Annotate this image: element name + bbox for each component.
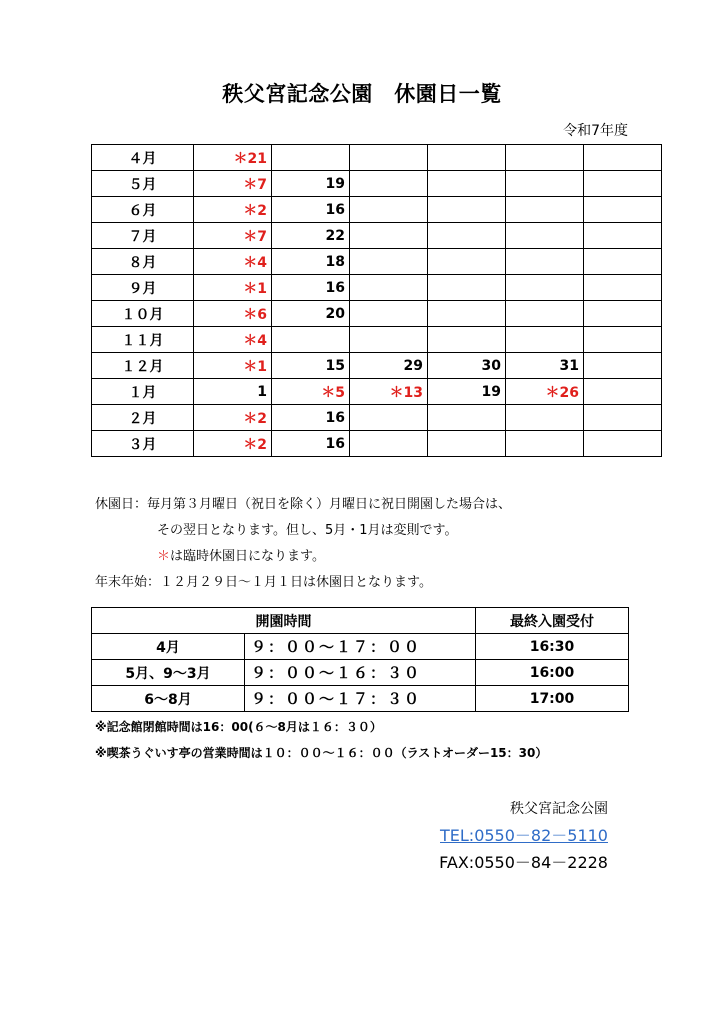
month-label: ４月 — [92, 145, 194, 171]
month-label: ６月 — [92, 197, 194, 223]
month-label: ８月 — [92, 249, 194, 275]
empty-cell — [584, 275, 662, 301]
empty-cell — [506, 431, 584, 457]
closure-day: 22 — [272, 223, 350, 249]
empty-cell — [428, 197, 506, 223]
page-title: 秩父宮記念公園 休園日一覧 — [222, 82, 502, 106]
empty-cell — [272, 145, 350, 171]
empty-cell — [584, 327, 662, 353]
hours-time: ９：００～１６：３０ — [245, 660, 476, 686]
fax-number: FAX:0550－84－2228 — [439, 853, 608, 872]
header-opening-hours: 開園時間 — [92, 608, 476, 634]
empty-cell — [584, 379, 662, 405]
empty-cell — [584, 171, 662, 197]
closure-day: 16 — [272, 405, 350, 431]
closure-day: 31 — [506, 353, 584, 379]
closure-day: 20 — [272, 301, 350, 327]
empty-cell — [350, 275, 428, 301]
temporary-closure-day: ＊2 — [194, 431, 272, 457]
empty-cell — [350, 301, 428, 327]
empty-cell — [428, 171, 506, 197]
closure-day: 1 — [194, 379, 272, 405]
empty-cell — [428, 223, 506, 249]
opening-hours-table — [91, 607, 629, 712]
note-line-3: ＊は臨時休園日になります。 — [157, 549, 325, 564]
empty-cell — [350, 327, 428, 353]
hours-row — [92, 634, 629, 660]
month-label: ３月 — [92, 431, 194, 457]
month-label: １１月 — [92, 327, 194, 353]
month-row — [92, 223, 662, 249]
header-last-entry: 最終入園受付 — [476, 608, 629, 634]
empty-cell — [584, 301, 662, 327]
empty-cell — [350, 197, 428, 223]
empty-cell — [584, 405, 662, 431]
empty-cell — [428, 275, 506, 301]
empty-cell — [506, 171, 584, 197]
temporary-closure-day: ＊2 — [194, 405, 272, 431]
closure-day: 15 — [272, 353, 350, 379]
empty-cell — [584, 431, 662, 457]
hours-time: ９：００～１７：３０ — [245, 686, 476, 712]
hours-last-entry: 17:00 — [476, 686, 629, 712]
month-label: １月 — [92, 379, 194, 405]
hours-header-row — [92, 608, 629, 634]
closure-day: 30 — [428, 353, 506, 379]
month-row — [92, 145, 662, 171]
month-row — [92, 327, 662, 353]
empty-cell — [428, 327, 506, 353]
temporary-closure-day: ＊7 — [194, 171, 272, 197]
closure-day: 18 — [272, 249, 350, 275]
hours-last-entry: 16:00 — [476, 660, 629, 686]
fiscal-year: 令和7年度 — [563, 123, 628, 139]
empty-cell — [428, 301, 506, 327]
tel-link[interactable]: TEL:0550－82－5110 — [440, 826, 608, 845]
empty-cell — [428, 431, 506, 457]
empty-cell — [350, 431, 428, 457]
month-row — [92, 171, 662, 197]
empty-cell — [506, 327, 584, 353]
hours-row — [92, 686, 629, 712]
month-row — [92, 249, 662, 275]
month-row — [92, 379, 662, 405]
empty-cell — [506, 405, 584, 431]
hours-period: 6～8月 — [92, 686, 245, 712]
empty-cell — [350, 145, 428, 171]
month-row — [92, 275, 662, 301]
month-row — [92, 405, 662, 431]
temporary-closure-mark: ＊ — [157, 549, 171, 564]
empty-cell — [584, 353, 662, 379]
empty-cell — [428, 405, 506, 431]
month-label: ２月 — [92, 405, 194, 431]
empty-cell — [428, 145, 506, 171]
temporary-closure-day: ＊7 — [194, 223, 272, 249]
month-row — [92, 301, 662, 327]
empty-cell — [506, 275, 584, 301]
hours-time: ９：００～１７：００ — [245, 634, 476, 660]
hours-period: 4月 — [92, 634, 245, 660]
month-label: ７月 — [92, 223, 194, 249]
empty-cell — [506, 301, 584, 327]
temporary-closure-day: ＊26 — [506, 379, 584, 405]
month-label: １０月 — [92, 301, 194, 327]
contact-name: 秩父宮記念公園 — [510, 801, 608, 817]
temporary-closure-day: ＊1 — [194, 275, 272, 301]
empty-cell — [584, 145, 662, 171]
closure-day: 19 — [272, 171, 350, 197]
month-row — [92, 353, 662, 379]
hours-period: 5月、9～3月 — [92, 660, 245, 686]
month-row — [92, 431, 662, 457]
temporary-closure-day: ＊4 — [194, 327, 272, 353]
note-line-2: その翌日となります。但し、5月・1月は変則です。 — [157, 523, 458, 538]
empty-cell — [584, 223, 662, 249]
hours-last-entry: 16:30 — [476, 634, 629, 660]
closure-day: 19 — [428, 379, 506, 405]
empty-cell — [506, 197, 584, 223]
empty-cell — [584, 249, 662, 275]
closure-day: 16 — [272, 275, 350, 301]
empty-cell — [506, 249, 584, 275]
empty-cell — [272, 327, 350, 353]
temporary-closure-day: ＊6 — [194, 301, 272, 327]
temporary-closure-day: ＊13 — [350, 379, 428, 405]
empty-cell — [584, 197, 662, 223]
empty-cell — [350, 405, 428, 431]
footnote-cafe: ※喫茶うぐいす亭の営業時間は１０：００～１６：００（ラストオーダー15：30） — [95, 746, 548, 760]
closure-day: 29 — [350, 353, 428, 379]
temporary-closure-day: ＊5 — [272, 379, 350, 405]
closure-day: 16 — [272, 431, 350, 457]
empty-cell — [350, 171, 428, 197]
closure-day: 16 — [272, 197, 350, 223]
closed-days-table — [91, 144, 662, 457]
empty-cell — [350, 249, 428, 275]
temporary-closure-day: ＊1 — [194, 353, 272, 379]
month-label: ５月 — [92, 171, 194, 197]
month-row — [92, 197, 662, 223]
hours-row — [92, 660, 629, 686]
temporary-closure-day: ＊4 — [194, 249, 272, 275]
note-line-4: 年末年始：１２月２９日～１月１日は休園日となります。 — [95, 575, 432, 590]
month-label: １２月 — [92, 353, 194, 379]
month-label: ９月 — [92, 275, 194, 301]
footnote-memorial-hall: ※記念館閉館時間は16：00(６～8月は１６：３０） — [95, 720, 382, 734]
notes — [95, 492, 511, 596]
empty-cell — [350, 223, 428, 249]
empty-cell — [506, 145, 584, 171]
temporary-closure-day: ＊21 — [194, 145, 272, 171]
empty-cell — [506, 223, 584, 249]
empty-cell — [428, 249, 506, 275]
temporary-closure-day: ＊2 — [194, 197, 272, 223]
note-line-1: 休園日：毎月第３月曜日（祝日を除く）月曜日に祝日開園した場合は、 — [95, 497, 512, 512]
